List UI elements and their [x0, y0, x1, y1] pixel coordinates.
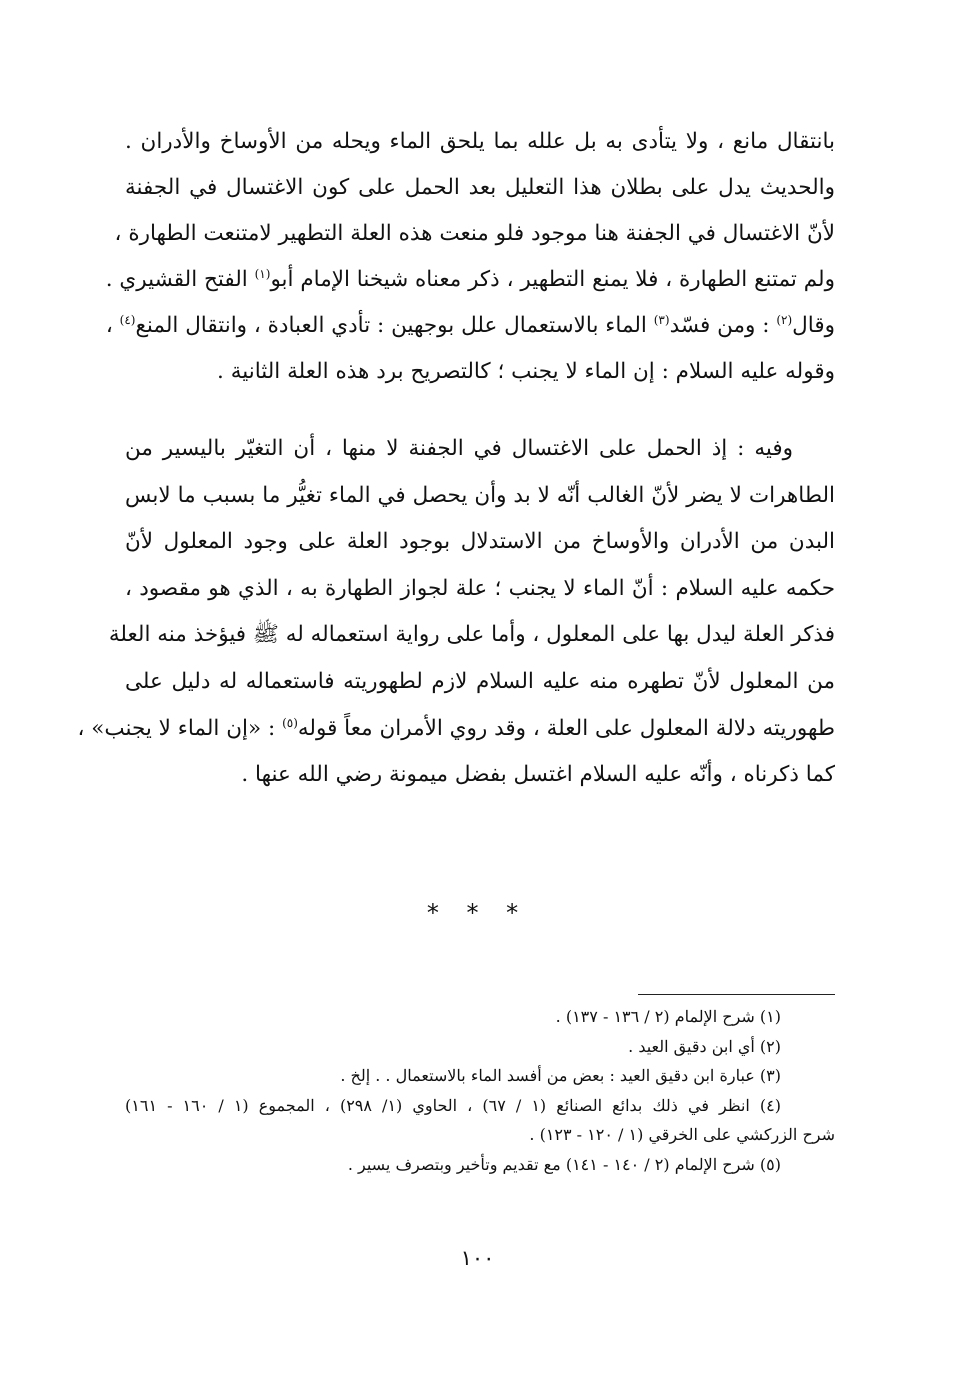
section-separator: * * * — [426, 899, 529, 927]
text-line — [105, 265, 835, 295]
footnote: (١) شرح الإلمام (٢ / ١٣٦ - ١٣٧) . — [555, 1007, 781, 1026]
footnote-continuation: شرح الزركشي على الخرقي (١ / ١٢٠ - ١٢٣) . — [529, 1125, 835, 1144]
footnote-marker: (١) — [254, 266, 271, 281]
footnote: (٢) أي ابن دقيق العيد . — [628, 1036, 781, 1056]
text-line — [77, 714, 835, 744]
footnote: (٤) انظر في ذلك بدائع الصنائع (١ / ٦٧) ، الحاوي (١/ ٢٩٨) ، المجموع (١ / ١٦٠ - ١٦١) — [125, 1095, 782, 1115]
text-line — [105, 311, 835, 341]
text-line: الطاهرات لا يضر لأنّ الغالب أنّه لا بد وأن يحصل في الماء تغيُّر ما بسبب ما لابس — [125, 482, 835, 508]
text-segment: الفتح القشيري . — [105, 267, 255, 292]
footnotes — [125, 1006, 835, 1183]
main-paragraph-1 — [105, 127, 835, 403]
text-segment: الماء بالاستعمال علل بوجهين : تأدي العبادة ، وانتقال المنع — [135, 313, 654, 338]
main-paragraph-2 — [77, 434, 835, 807]
text-segment: وقال — [792, 313, 835, 338]
text-line: بانتقال مانع ، ولا يتأدى به بل علله بما يلحق الماء ويحله من الأوساخ والأدران . — [125, 129, 835, 154]
text-segment: : «إن الماء لا يجنب» ، — [77, 715, 283, 741]
text-segment: طهوريته دلالة المعلول على العلة ، وقد روي الأمران معاً قوله — [297, 715, 835, 741]
footnote-marker: (٤) — [119, 312, 136, 327]
text-line: من المعلول لأنّ تطهره منه عليه السلام لازم لطهوريته فاستعماله له دليل على — [125, 668, 835, 694]
footnote-marker: (٥) — [282, 715, 298, 730]
footnote: (٣) عبارة ابن دقيق العيد : بعض من أفسد الماء بالاستعمال . . إلخ . — [340, 1066, 781, 1085]
footnote: (٥) شرح الإلمام (٢ / ١٤٠ - ١٤١) مع تقديم وتأخير وبتصرف يسير . — [347, 1154, 781, 1174]
text-line: حكمه عليه السلام : أنّ الماء لا يجنب ؛ علة لجواز الطهارة به ، الذي هو مقصود ، — [125, 575, 835, 601]
text-segment: ، — [105, 313, 120, 338]
text-segment: : ومن فسّد — [669, 313, 777, 338]
footnote-marker: (٢) — [776, 312, 793, 327]
text-line: وقوله عليه السلام : إن الماء لا يجنب ؛ كالتصريح برد هذه العلة الثانية . — [217, 359, 835, 384]
footnote-marker: (٣) — [653, 312, 670, 327]
text-line: البدن من الأدران والأوساخ من الاستدلال بوجود العلة على وجود المعلول لأنّ — [125, 529, 835, 555]
text-line: وفيه : إذ الحمل على الاغتسال في الجفنة لا منها ، أن التغيّر باليسير من — [125, 436, 793, 461]
text-segment: ولم تمتنع الطهارة ، فلا يمنع التطهير ، ذكر معناه شيخنا الإمام أبو — [270, 267, 835, 292]
page-number: ١٠٠ — [460, 1246, 495, 1270]
text-line: والحديث يدل على بطلان هذا التعليل بعد الحمل على كون الاغتسال في الجفنة — [125, 175, 835, 200]
footnote-divider — [638, 994, 835, 995]
text-line: فذكر العلة ليدل بها على المعلول ، وأما على رواية استعماله له ﷺ فيؤخذ منه العلة — [108, 622, 835, 648]
text-line: كما ذكرناه ، وأنّه عليه السلام اغتسل بفضل ميمونة رضي الله عنها . — [241, 762, 835, 788]
text-line: لأنّ الاغتسال في الجفنة هنا موجود فلو منعت هذه العلة التطهير لامتنعت الطهارة ، — [114, 221, 835, 246]
